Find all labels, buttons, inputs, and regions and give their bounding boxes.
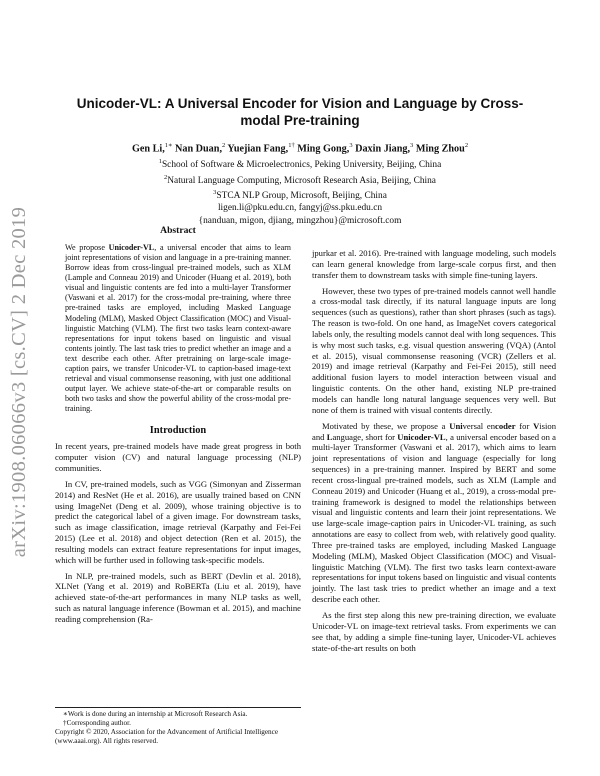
footnote-internship: ∗Work is done during an internship at Microsoft Research Asia. (63, 710, 248, 718)
author-email: {nanduan, migon, djiang, mingzhou}@microsoft.com (198, 215, 402, 226)
body-text: Motivated by these, we propose a (322, 420, 450, 431)
affiliation-marker: 2 (164, 173, 168, 181)
author-name: Ming Zhou (413, 143, 465, 155)
body-text: , a universal encoder based on a multi-layer Transformer (Vaswani et al. 2017), which aims to learn joint representations of vision and language (especially for long sequences) in a pre-training manner. Inspired by BERT and some recent cross-lingual pre-trained models, such as XLM (Lample and Conneau 2019) and Unicoder (Huang et al., 2019), a cross-modal pre-training framework is designed to model the relationships between visual and linguistic contents and learn their joint representations. We use large-scale image-caption pairs in Unicoder-VL training, as such annotations are easy to collect from web, with relatively good quality. Three pre-trained tasks are employed, including Masked Language Modeling (MLM), Masked Object Classification (MOC) and Visual-linguistic Matching (VLM). The first two tasks learn context-aware representations for input tokens based on linguistic and visual contents jointly. The last task tries to predict whether an image and a text describe each other. (312, 431, 556, 605)
abstract-body (65, 243, 291, 415)
arxiv-identifier-stamp: arXiv:1908.06066v3 [cs.CV] 2 Dec 2019 (8, 206, 30, 558)
affiliation-text: STCA NLP Group, Microsoft, Beijing, China (216, 191, 387, 202)
affiliation (60, 172, 540, 187)
author-email: ligen.li@pku.edu.cn, fangyj@ss.pku.edu.cn (217, 203, 383, 214)
author-marker: 2 (222, 142, 226, 149)
body-paragraph (312, 421, 556, 605)
abstract-heading: Abstract (160, 225, 196, 236)
affiliation-text: School of Software & Microelectronics, Peking University, Beijing, China (161, 160, 442, 171)
author-name: Ming Gong, (294, 143, 350, 155)
author-name: Daxin Jiang, (352, 143, 411, 155)
footnotes (55, 707, 301, 746)
footnote-corresponding: †Corresponding author. (63, 719, 131, 727)
acronym-letter: L (326, 431, 333, 442)
author-name: Nan Duan, (172, 143, 222, 155)
abstract-model-name: Unicoder-VL (108, 242, 155, 252)
author-marker: 1∗ (164, 142, 173, 149)
body-text: for (515, 420, 534, 431)
affiliation-marker: 3 (213, 189, 217, 197)
acronym-letter: coder (495, 420, 516, 431)
author-list (60, 139, 540, 155)
body-paragraph: However, these two types of pre-trained models cannot well handle a cross-modal task directly, if its natural language inputs are long sequences (such as questions), rather than short phrases (such as tags). The reason is two-fold. On one hand, as ImageNet covers categorical labels only, the resulting models cannot deal with long sequences. This is why most such tasks, e.g. visual question answering (VQA) (Antol et al. 2015), visual commonsense reasoning (VCR) (Zellers et al. 2019) and image retrieval (Karpathy and Fei-Fei 2015), still need additional fusion layers to model interaction between visual and linguistic contents. On the other hand, existing NLP pre-trained models can handle long natural language sequences very well. But none of them is trained with visual contents directly. (312, 285, 556, 415)
author-marker: 3 (349, 142, 353, 149)
intro-paragraph: In CV, pre-trained models, such as VGG (Simonyan and Zisserman 2014) and ResNet (He et al. 2016), are usually trained based on CNN using ImageNet (Deng et al. 2009), whose training objective is to predict the categorical label of a given image. For downstream tasks, such as image classification, image retrieval (Karpathy and Fei-Fei 2015) (Lee et al. 2018) and object detection (Ren et al. 2015), the resulting models can extract feature representations for input images, which will be further used in following task-specific models. (55, 478, 301, 565)
abstract-text: , a universal encoder that aims to learn joint representations of vision and language in a pre-training manner. Borrow ideas from cross-lingual pre-trained models, such as XLM (Lample and Conneau 2019) and Unicoder (Huang et al. 2019), both visual and linguistic contents are fed into a multi-layer Transformer (Vaswani et al. 2017) for the cross-modal pre-training, where three pre-trained tasks are employed, including Masked Language Modeling (MLM), Masked Object Classification (MOC) and Visual-linguistic Matching (VLM). The first two tasks learn context-aware representations for input tokens based on linguistic and visual contents jointly. The last task tries to predict whether an image and a text describe each other. After pretraining on large-scale image-caption pairs, we transfer Unicoder-VL to caption-based image-text retrieval and visual commonsense reasoning, with just one additional output layer. We achieve state-of-the-art or comparable results on both two tasks and show the powerful ability of the cross-modal pre-training. (65, 242, 291, 414)
affiliation (60, 156, 540, 171)
introduction-heading: Introduction (149, 425, 207, 437)
body-paragraph: As the first step along this new pre-training direction, we evaluate Unicoder-VL on image-text retrieval tasks. From experiments we can see that, by adding a simple fine-tuning layer, Unicoder-VL achieves state-of-the-art results on both (312, 610, 556, 653)
intro-paragraph: In NLP, pre-trained models, such as BERT (Devlin et al. 2018), XLNet (Yang et al. 2019) and RoBERTa (Liu et al. 2019), have achieved state-of-the-art performances in many NLP tasks as well, such as natural language inference (Bowman et al. 2015), and machine reading comprehension (Ra- (55, 570, 301, 624)
author-marker: 3 (410, 142, 414, 149)
author-name: Yuejian Fang, (225, 143, 289, 155)
author-marker: 1† (288, 142, 295, 149)
affiliation-marker: 1 (158, 158, 162, 166)
acronym-letter: V (533, 420, 540, 431)
body-paragraph: jpurkar et al. 2016). Pre-trained with language modeling, such models can learn general knowledge from large-scale corpus first, and then transfer them to downstream tasks with simple fine-tuning layers. (312, 248, 556, 280)
affiliation (60, 187, 540, 202)
affiliation-text: Natural Language Computing, Microsoft Research Asia, Beijing, China (167, 175, 436, 186)
authors-block (60, 139, 540, 227)
model-name: Unicoder-VL (397, 431, 446, 442)
author-name: Gen Li, (131, 143, 165, 155)
body-text: ision and (312, 420, 556, 442)
body-text: versal en (462, 420, 496, 431)
acronym-letter: Uni (449, 420, 463, 431)
author-marker: 2 (464, 142, 469, 149)
body-text: anguage, short for (332, 431, 398, 442)
paper-title: Unicoder-VL: A Universal Encoder for Vision and Language by Cross-modal Pre-training (76, 96, 524, 128)
intro-paragraph: In recent years, pre-trained models have made great progress in both computer vision (CV) and natural language processing (NLP) communities. (55, 441, 301, 473)
copyright-notice: Copyright © 2020, Association for the Advancement of Artificial Intelligence (www.aaai.org). All rights reserved. (55, 728, 279, 745)
abstract-text: We propose (65, 242, 109, 252)
left-column (55, 226, 301, 630)
right-column (312, 248, 556, 658)
